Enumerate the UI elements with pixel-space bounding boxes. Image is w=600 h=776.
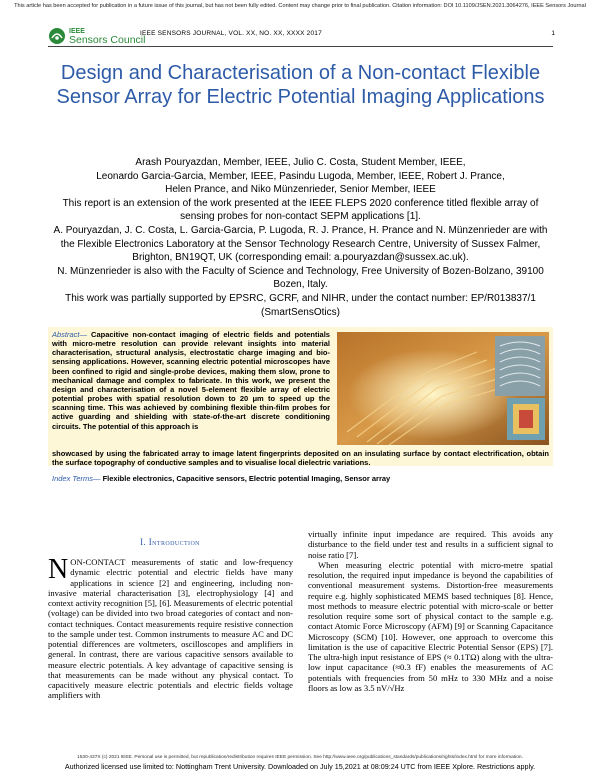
graphical-abstract-figure (337, 332, 549, 445)
affiliation-2: N. Münzenrieder is also with the Faculty of Science and Technology, Free University of Bozen-Bolzano, 39100 Bozen, Italy. (57, 265, 544, 291)
ieee-sensors-council-logo (48, 27, 145, 45)
abstract-label: Abstract— (52, 330, 88, 339)
author-line-2: Leonardo Garcia-Garcia, Member, IEEE, Pasindu Lugoda, Member, IEEE, Robert J. Prance, (96, 170, 505, 182)
section-heading (48, 537, 292, 547)
lead-word: ON-CONTACT (70, 557, 126, 567)
drop-cap: N (48, 554, 69, 585)
column-1 (48, 554, 293, 701)
author-line-1: Arash Pouryazdan, Member, IEEE, Julio C. Costa, Student Member, IEEE, (135, 157, 466, 168)
sensors-council-emblem-icon (48, 27, 66, 45)
header-rule (48, 46, 553, 47)
index-terms (52, 474, 549, 483)
author-block (48, 156, 553, 319)
col1-paragraph-1: measurements of static and low-frequency dynamic electric potential and electric fields have many applications in science [2] and engineering, including non-invasive material characterisation [3], electrophysiology [4] and context activity recognition [5], [6]. Measurements of electric potential (voltage) can be divided into two broad categories of contact and non-contact techniques. Contact measurements require resistive connection to the sample under test. Common instruments to measure AC and DC potential differences are voltmeters, oscilloscopes and amplifiers in general. In contrast, there are various capacitive sensors available to measure electric potentials. A key advantage of capacitive sensing is that measurements can be made without any physical contact. To capacitively measure electric potentials and electric fields voltage amplifiers with (48, 557, 293, 701)
journal-header: IEEE SENSORS JOURNAL, VOL. XX, NO. XX, XXXX 2017 (140, 30, 322, 37)
index-terms-body: Flexible electronics, Capacitive sensors, Electric potential Imaging, Sensor array (102, 474, 391, 483)
logo-text-bottom: Sensors Council (69, 33, 146, 46)
author-line-3: Helen Prance, and Niko Münzenrieder, Senior Member, IEEE (165, 184, 436, 196)
funding-note: This work was partially supported by EPSRC, GCRF, and NIHR, under the contact number: EP/R013837/1 (SmartSensOtics) (65, 292, 536, 318)
column-2 (308, 529, 553, 693)
section-number: I. (140, 537, 147, 547)
abstract-text (52, 330, 330, 431)
logo-text (69, 28, 145, 45)
license-footer: Authorized licensed use limited to: Nottingham Trent University. Downloaded on July 15,2021 at 08:09:24 UTC from IEEE Xplore. Restrictions apply. (64, 762, 536, 771)
extension-note: This report is an extension of the work presented at the IEEE FLEPS 2020 conference titled flexible array of sensing probes for non-contact SEPM applications [1]. (62, 197, 539, 223)
top-publication-note: This article has been accepted for publication in a future issue of this journal, but has not been fully edited. Content may change prior to final publication. Citation information: DOI 10.1109/JSEN.2021.3064276, IEEE Sensors Journal (14, 3, 586, 9)
paper-title: Design and Characterisation of a Non-contact Flexible Sensor Array for Electric Potential Imaging Applications (56, 62, 545, 108)
copyright-notice: 1530-437X (c) 2021 IEEE. Personal use is permitted, but republication/redistribution requires IEEE permission. See http://www.ieee.org/publications_standards/publications/rights/index.html for more information. (77, 755, 523, 760)
abstract-body: Capacitive non-contact imaging of electric fields and potentials with micro-metre resolution can provide relevant insights into material characterisation, structural analysis, electrostatic charge imaging and bio-sensing applications. However, scanning electric potential microscopes have been confined to rigid and single-probe devices, making them slow, prone to mechanical damage and complex to fabricate. In this work, we present the design and characterisation of a novel 5-element flexible array of electric potential probes with spatial resolution down to 20 μm to speed up the scanning time. This was achieved by combining flexible thin-film probes for active guarding and shielding with state-of-the-art discrete conditioning circuits. The potential of this approach is (52, 330, 330, 431)
page-number: 1 (551, 30, 555, 37)
abstract-text-continued: showcased by using the fabricated array to image latent fingerprints deposited on an insulating surface by contact electrification, obtain the surface topography of conductive samples and to visualise local dielectric variations. (52, 449, 549, 468)
col2-paragraph-2: When measuring electric potential with micro-metre spatial resolution, the required input impedance is beyond the capabilities of conventional measurement systems. Distortion-free measurements require e.g. highly sophisticated MEMS based techniques [8]. Hence, most methods to measure electric potential with micro-scale or better resolution require some sort of physical contact to the sample e.g. contact Atomic Force Microscopy (AFM) [9] or Scanning Capacitance Microscopy (SCM) [10]. However, one approach to overcome this limitation is the use of capacitive Electric Potential Sensor (EPS) [7]. The ultra-high input resistance of EPS (≈ 0.1TΩ) along with the ultra-low input capacitance (≈0.3 fF) enables the measurements of AC potentials with frequencies from 50 mHz to 330 MHz and a noise floors as low as 3.5 nV/√Hz (308, 559, 553, 693)
logo-text-top: IEEE (69, 27, 85, 35)
affiliation-1: A. Pouryazdan, J. C. Costa, L. Garcia-Garcia, P. Lugoda, R. J. Prance, H. Prance and N. Münzenrieder are with the Flexible Electronics Laboratory at the Sensor Technology Research Centre, University of Sussex Falmer, Brighton, BN19QT, UK (corresponding email: a.pouryazdan@sussex.ac.uk). (53, 224, 548, 264)
col2-paragraph-1: virtually infinite input impedance are required. This avoids any disturbance to the field under test and results in a sufficient signal to noise ratio [7]. (308, 529, 553, 560)
index-terms-label: Index Terms— (52, 474, 101, 483)
section-title: Introduction (148, 537, 200, 547)
